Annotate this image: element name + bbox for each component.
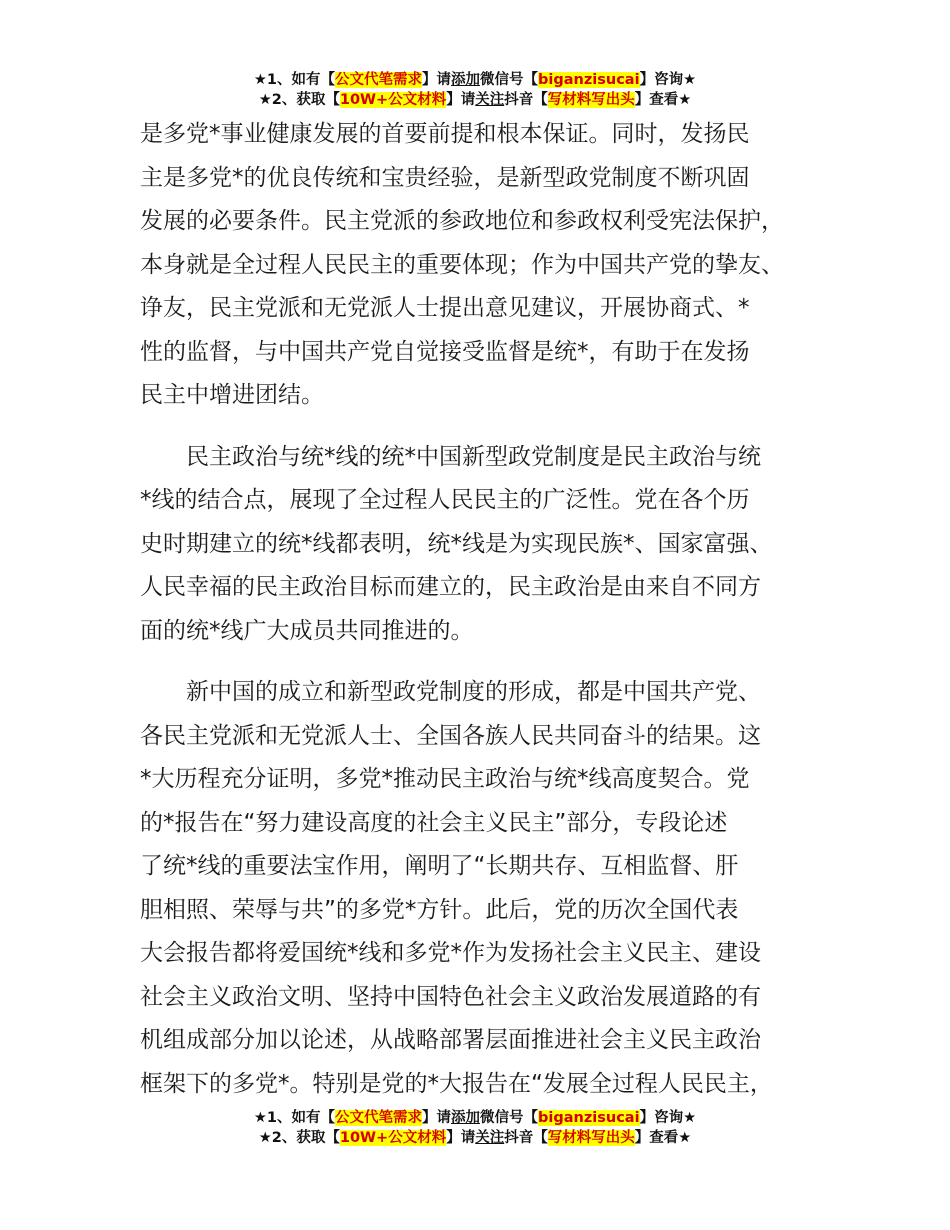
banner-underlined: 添加 xyxy=(451,72,481,88)
footer-banner xyxy=(0,1108,950,1148)
text-line: 各民主党派和无党派人士、全国各族人民共同奋斗的结果。这 xyxy=(140,722,761,749)
banner-text: 抖音【 xyxy=(504,92,548,108)
text-line: 了统*线的重要法宝作用，阐明了“长期共存、互相监督、肝 xyxy=(140,853,739,879)
banner-text: 抖音【 xyxy=(504,1130,548,1146)
banner-line-1 xyxy=(0,1108,950,1128)
banner-highlight: 10W+公文材料 xyxy=(339,92,447,108)
text-line: 面的统*线广大成员共同推进的。 xyxy=(140,617,474,644)
banner-line-1 xyxy=(0,70,950,90)
banner-line-2 xyxy=(0,1128,950,1148)
banner-highlight: 公文代笔需求 xyxy=(335,1110,423,1126)
banner-highlight: biganzisucai xyxy=(538,1110,640,1126)
banner-text: ★1、如有【 xyxy=(253,72,336,88)
banner-text: 微信号【 xyxy=(480,1110,539,1126)
paragraph-spacer xyxy=(140,653,840,671)
banner-text: ★2、获取【 xyxy=(258,1130,340,1146)
text-line: *线的结合点，展现了全过程人民民主的广泛性。党在各个历 xyxy=(140,487,750,513)
paragraph-3 xyxy=(140,671,840,1106)
text-line: 新中国的成立和新型政党制度的形成，都是中国共产党、 xyxy=(140,679,761,705)
text-line: 性的监督，与中国共产党自觉接受监督是统*，有助于在发扬 xyxy=(140,338,750,365)
text-line: 胆相照、荣辱与共”的多党*方针。此后，党的历次全国代表 xyxy=(140,896,739,923)
text-line: 发展的必要条件。民主党派的参政地位和参政权利受宪法保护， xyxy=(140,208,784,234)
text-line: 是多党*事业健康发展的首要前提和根本保证。同时，发扬民 xyxy=(140,121,750,147)
banner-text: 】请 xyxy=(446,92,476,108)
banner-text: 】咨询★ xyxy=(639,72,697,88)
banner-highlight: 公文代笔需求 xyxy=(335,72,423,88)
banner-text: 微信号【 xyxy=(480,72,539,88)
text-line: 社会主义政治文明、坚持中国特色社会主义政治发展道路的有 xyxy=(140,983,761,1010)
banner-text: 】请 xyxy=(422,72,452,88)
banner-highlight: 写材料写出头 xyxy=(547,1130,635,1146)
banner-text: ★2、获取【 xyxy=(258,92,340,108)
banner-text: ★1、如有【 xyxy=(253,1110,336,1126)
banner-highlight: biganzisucai xyxy=(538,72,640,88)
banner-line-2 xyxy=(0,90,950,110)
text-line: 主是多党*的优良传统和宝贵经验，是新型政党制度不断巩固 xyxy=(140,164,750,191)
banner-text: 】咨询★ xyxy=(639,1110,697,1126)
text-line: 机组成部分加以论述，从战略部署层面推进社会主义民主政治 xyxy=(140,1027,761,1053)
text-line: 史时期建立的统*线都表明，统*线是为实现民族*、国家富强、 xyxy=(140,530,773,557)
text-line: 大会报告都将爱国统*线和多党*作为发扬社会主义民主、建设 xyxy=(140,940,761,966)
text-line: 的*报告在“努力建设高度的社会主义民主”部分，专段论述 xyxy=(140,809,728,836)
text-line: 民主政治与统*线的统*中国新型政党制度是民主政治与统 xyxy=(140,443,761,470)
text-line: 诤友，民主党派和无党派人士提出意见建议，开展协商式、* xyxy=(140,295,750,321)
banner-text: 】查看★ xyxy=(634,92,692,108)
header-banner xyxy=(0,70,950,110)
banner-underlined: 添加 xyxy=(451,1110,481,1126)
banner-underlined: 关注 xyxy=(475,92,505,108)
banner-underlined: 关注 xyxy=(475,1130,505,1146)
text-line: 民主中增进团结。 xyxy=(140,382,324,408)
banner-text: 】查看★ xyxy=(634,1130,692,1146)
text-line: 本身就是全过程人民民主的重要体现；作为中国共产党的挚友、 xyxy=(140,251,784,278)
document-body xyxy=(140,113,840,1106)
paragraph-spacer xyxy=(140,418,840,436)
paragraph-1 xyxy=(140,113,840,418)
banner-text: 】请 xyxy=(422,1110,452,1126)
banner-text: 】请 xyxy=(446,1130,476,1146)
text-line: *大历程充分证明，多党*推动民主政治与统*线高度契合。党 xyxy=(140,766,750,792)
banner-highlight: 10W+公文材料 xyxy=(339,1130,447,1146)
paragraph-2 xyxy=(140,436,840,654)
text-line: 人民幸福的民主政治目标而建立的，民主政治是由来自不同方 xyxy=(140,574,761,600)
text-line: 框架下的多党*。特别是党的*大报告在“发展全过程人民民主， xyxy=(140,1070,773,1097)
banner-highlight: 写材料写出头 xyxy=(547,92,635,108)
